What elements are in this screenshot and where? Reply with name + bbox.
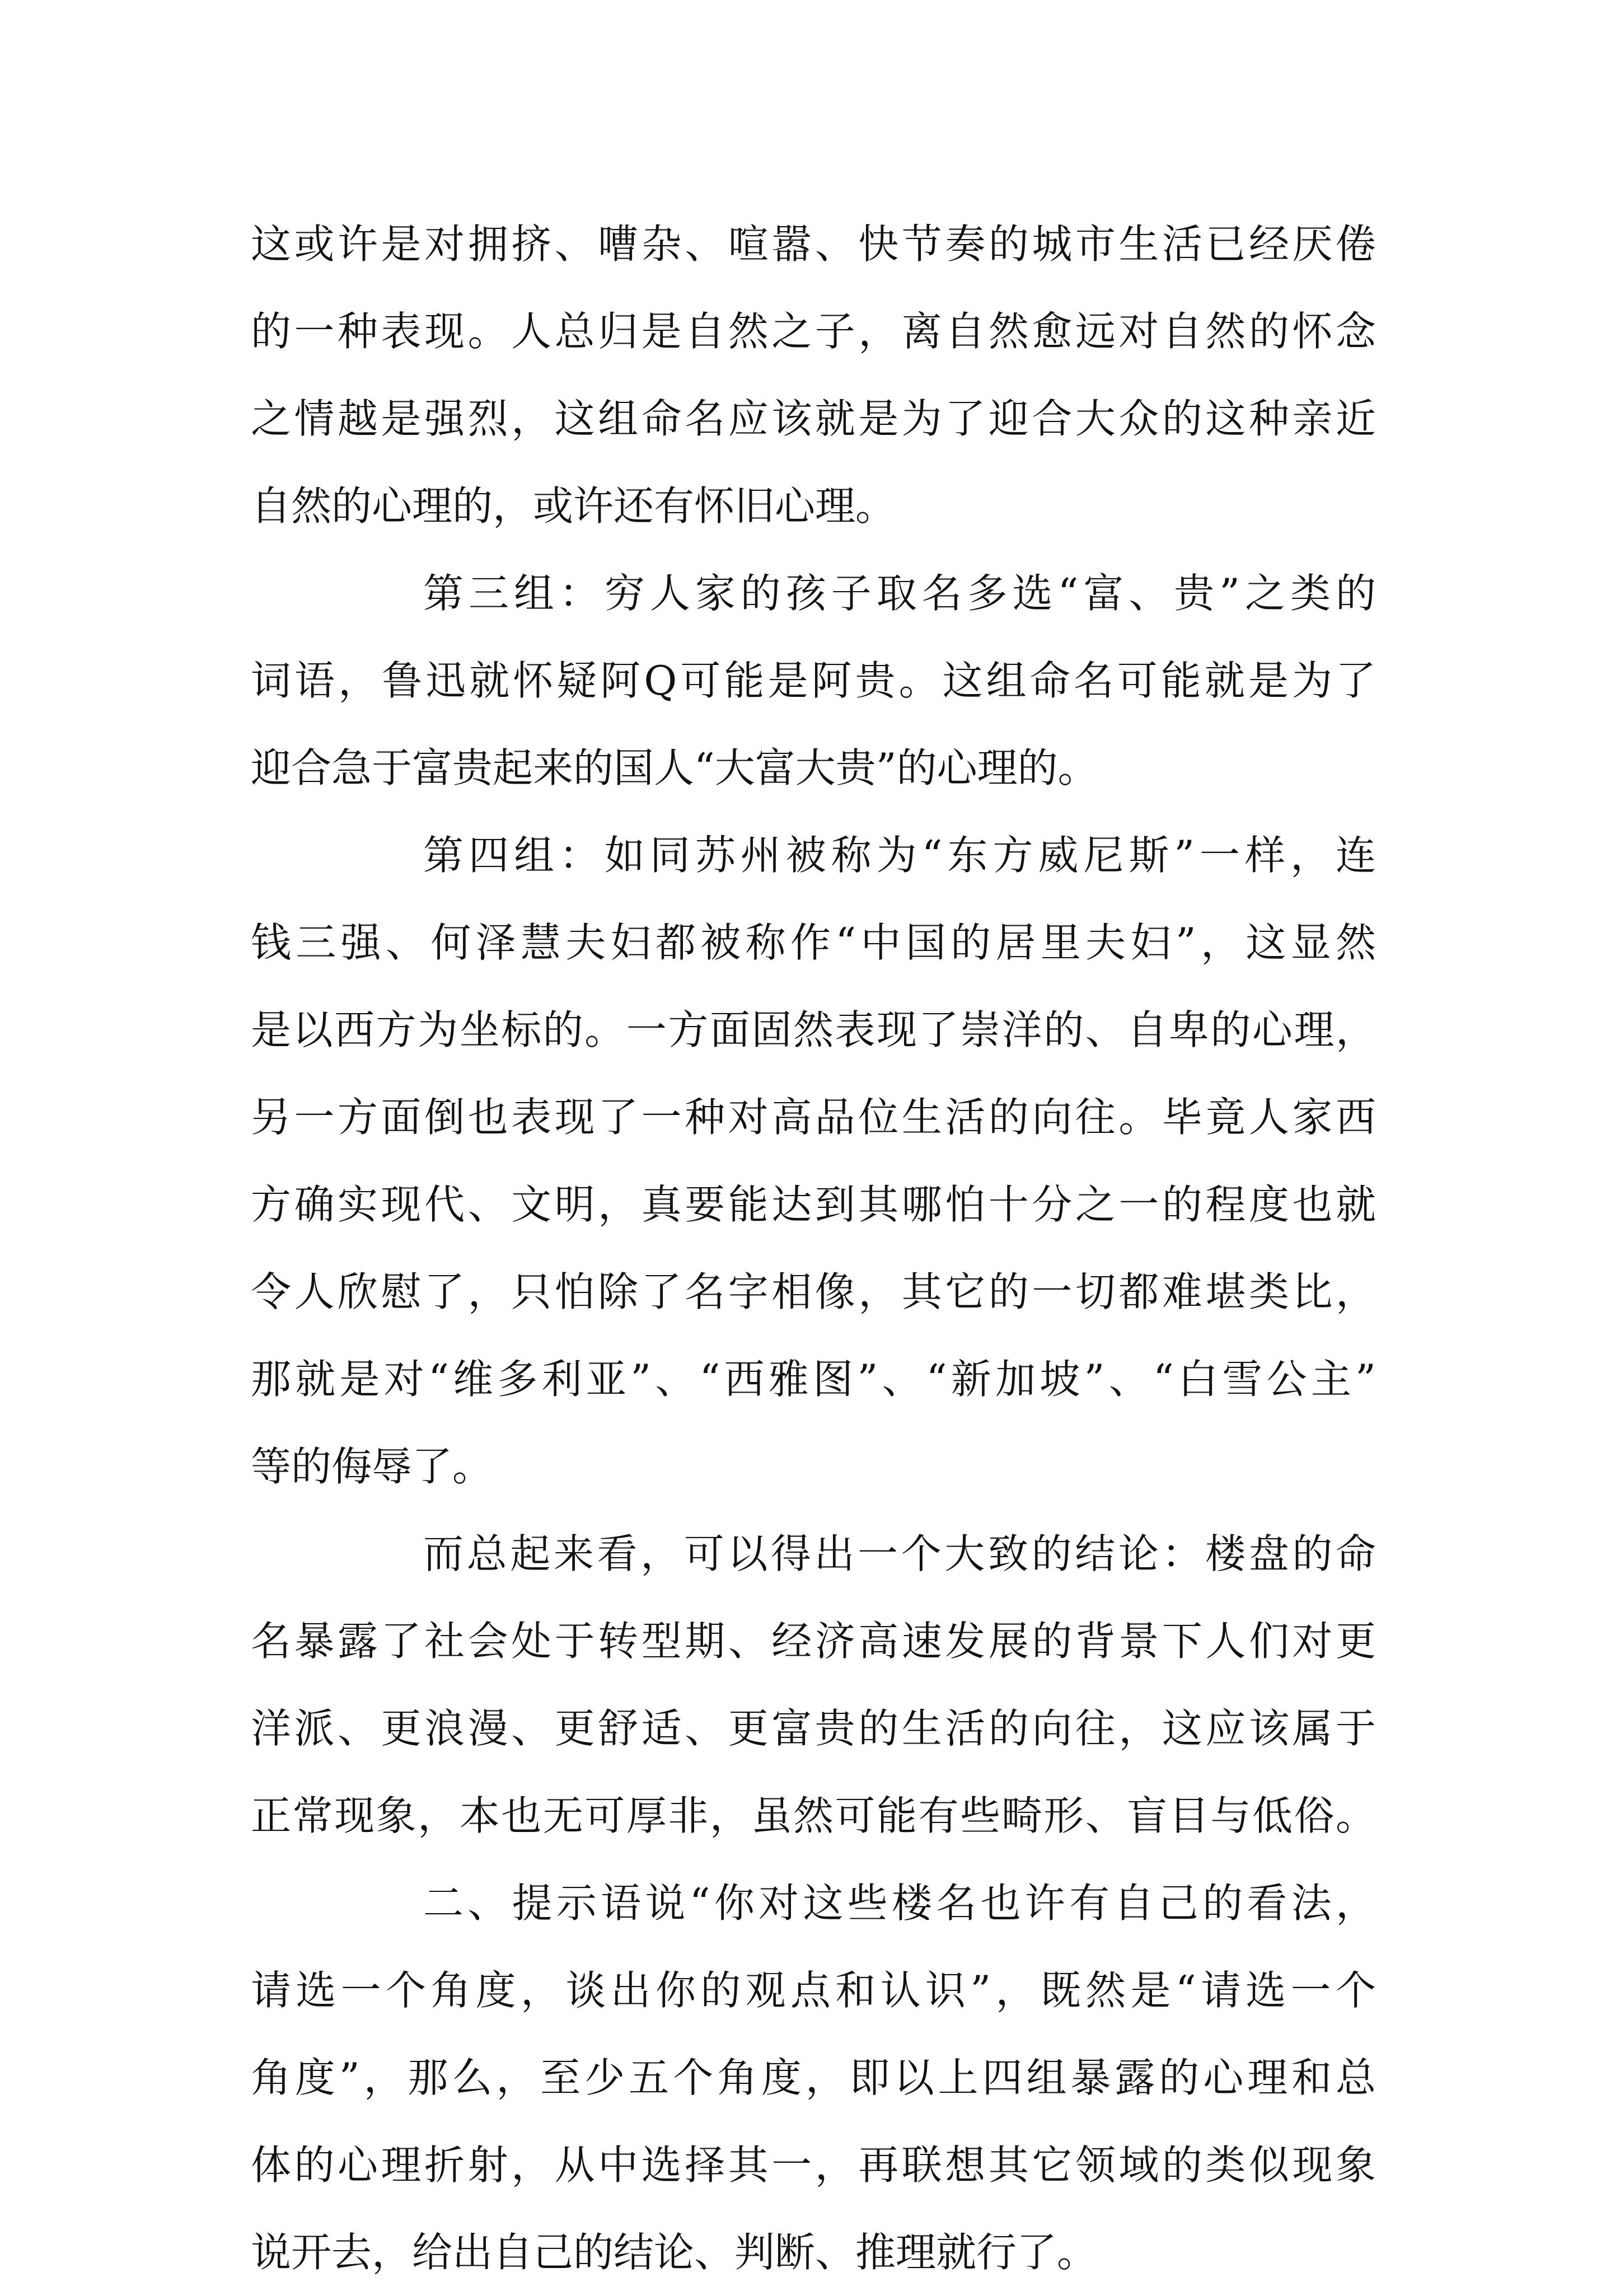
text-line: 自然的心理的，或许还有怀旧心理。	[251, 482, 896, 530]
document-body	[251, 200, 1376, 2296]
paragraph-start-line: 二、提示语说“你对这些楼名也许有自己的看法，	[423, 1880, 1376, 1927]
text-line: 体的心理折射，从中选择其一，再联想其它领域的类似现象	[251, 2142, 1376, 2189]
text-line: 等的侮辱了。	[251, 1443, 493, 1490]
text-line: 令人欣慰了，只怕除了名字相像，其它的一切都难堪类比，	[251, 1268, 1376, 1315]
paragraph-start-line: 第四组：如同苏州被称为“东方威尼斯”一样，连	[423, 832, 1376, 879]
text-line: 那就是对“维多利亚”、“西雅图”、“新加坡”、“白雪公主”	[251, 1356, 1376, 1403]
text-line: 说开去，给出自己的结论、判断、推理就行了。	[251, 2229, 1098, 2276]
text-line: 正常现象，本也无可厚非，虽然可能有些畸形、盲目与低俗。	[251, 1792, 1376, 1839]
text-line: 之情越是强烈，这组命名应该就是为了迎合大众的这种亲近	[251, 395, 1376, 442]
text-line: 方确实现代、文明，真要能达到其哪怕十分之一的程度也就	[251, 1181, 1376, 1228]
text-line: 这或许是对拥挤、嘈杂、喧嚣、快节奏的城市生活已经厌倦	[251, 221, 1376, 268]
text-line: 迎合急于富贵起来的国人“大富大贵”的心理的。	[251, 744, 1098, 791]
text-line: 钱三强、何泽慧夫妇都被称作“中国的居里夫妇”，这显然	[251, 919, 1376, 966]
paragraph-start-line: 第三组：穷人家的孩子取名多选“富、贵”之类的	[423, 570, 1376, 617]
text-line: 的一种表现。人总归是自然之子，离自然愈远对自然的怀念	[251, 308, 1376, 355]
text-line: 请选一个角度，谈出你的观点和认识”，既然是“请选一个	[251, 1967, 1376, 2014]
text-line: 另一方面倒也表现了一种对高品位生活的向往。毕竟人家西	[251, 1094, 1376, 1141]
text-line: 洋派、更浪漫、更舒适、更富贵的生活的向往，这应该属于	[251, 1705, 1376, 1752]
paragraph-start-line: 而总起来看，可以得出一个大致的结论：楼盘的命	[423, 1530, 1376, 1577]
text-line: 角度”，那么，至少五个角度，即以上四组暴露的心理和总	[251, 2054, 1376, 2101]
text-line: 是以西方为坐标的。一方面固然表现了崇洋的、自卑的心理，	[251, 1006, 1376, 1053]
text-line: 词语，鲁迅就怀疑阿Q可能是阿贵。这组命名可能就是为了	[251, 657, 1376, 704]
text-line: 名暴露了社会处于转型期、经济高速发展的背景下人们对更	[251, 1618, 1376, 1665]
